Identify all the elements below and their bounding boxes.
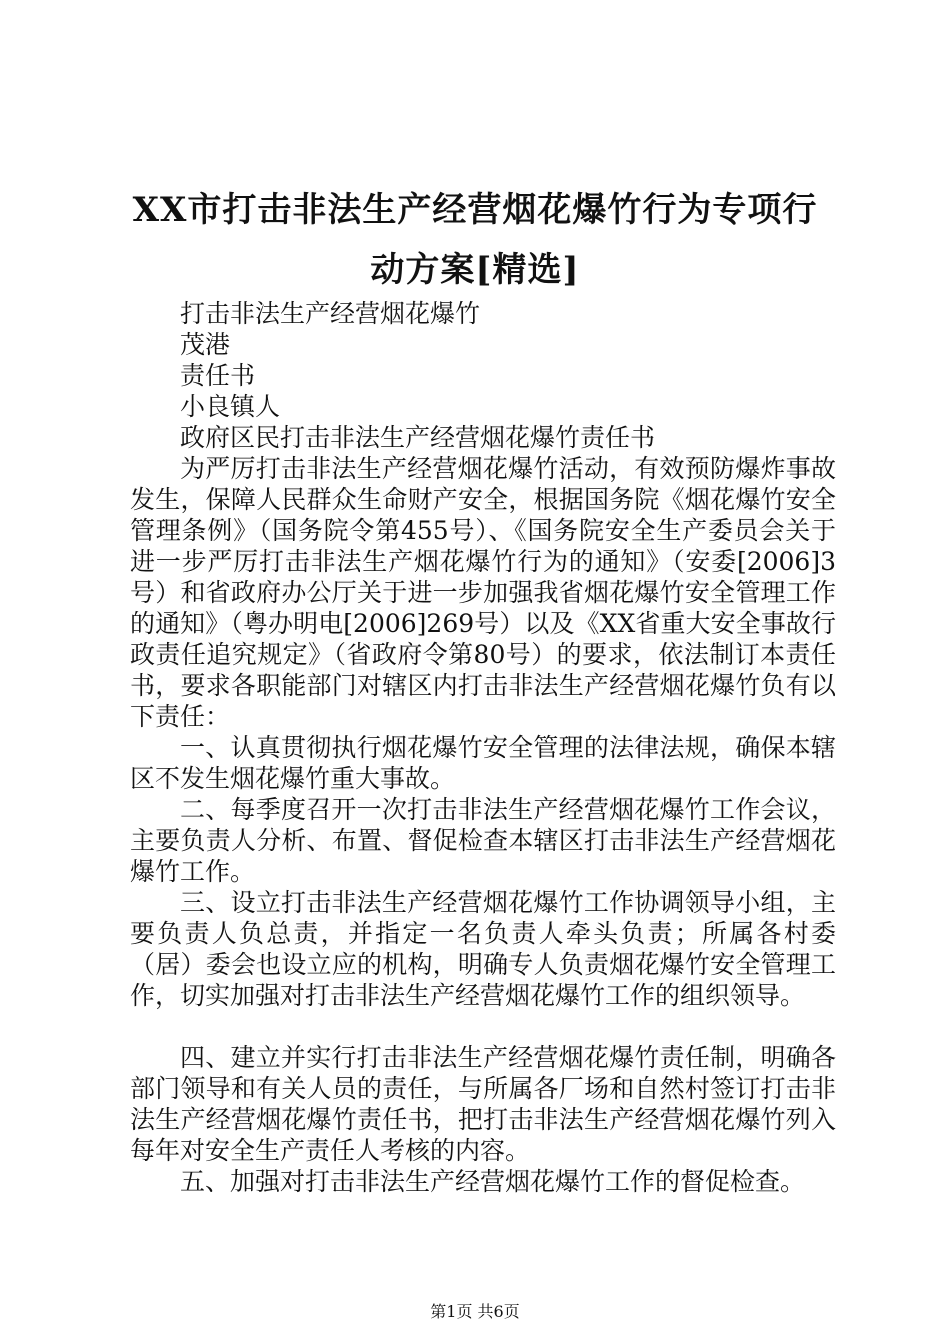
body-paragraph: 三、设立打击非法生产经营烟花爆竹工作协调领导小组，主要负责人负总责，并指定一名负责人牵头负责；所属各村委（居）委会也设立应的机构，明确专人负责烟花爆竹安全管理工作，切实加强对打击非法生产经营烟花爆竹工作的组织领导。 [130, 888, 836, 1010]
document-body [130, 298, 836, 1197]
body-line: 责任书 [180, 361, 256, 390]
body-paragraph: 四、建立并实行打击非法生产经营烟花爆竹责任制，明确各部门领导和有关人员的责任，与所属各厂场和自然村签订打击非法生产经营烟花爆竹责任书，把打击非法生产经营烟花爆竹列入每年对安全生产责任人考核的内容。 [130, 1043, 836, 1165]
body-line: 政府区民打击非法生产经营烟花爆竹责任书 [180, 423, 656, 452]
document-title-line-1: XX市打击非法生产经营烟花爆竹行为专项行 [132, 190, 818, 230]
body-paragraph: 二、每季度召开一次打击非法生产经营烟花爆竹工作会议，主要负责人分析、布置、督促检查本辖区打击非法生产经营烟花爆竹工作。 [130, 795, 836, 886]
body-line: 小良镇人 [180, 392, 281, 421]
body-paragraph: 五、加强对打击非法生产经营烟花爆竹工作的督促检查。 [180, 1167, 806, 1196]
page-number-footer: 第1页 共6页 [430, 1302, 520, 1321]
body-paragraph: 一、认真贯彻执行烟花爆竹安全管理的法律法规，确保本辖区不发生烟花爆竹重大事故。 [130, 733, 836, 793]
body-paragraph: 为严厉打击非法生产经营烟花爆竹活动，有效预防爆炸事故发生，保障人民群众生命财产安全，根据国务院《烟花爆竹安全管理条例》（国务院令第455号）、《国务院安全生产委员会关于进一步严厉打击非法生产烟花爆竹行为的通知》（安委[2006]3号）和省政府办公厅关于进一步加强我省烟花爆竹安全管理工作的通知》（粤办明电[2006]269号）以及《XX省重大安全事故行政责任追究规定》（省政府令第80号）的要求，依法制订本责任书，要求各职能部门对辖区内打击非法生产经营烟花爆竹负有以下责任： [130, 454, 836, 731]
document-title-line-2: 动方案[精选] [370, 250, 580, 290]
body-line: 打击非法生产经营烟花爆竹 [180, 299, 481, 328]
body-line: 茂港 [180, 330, 231, 359]
